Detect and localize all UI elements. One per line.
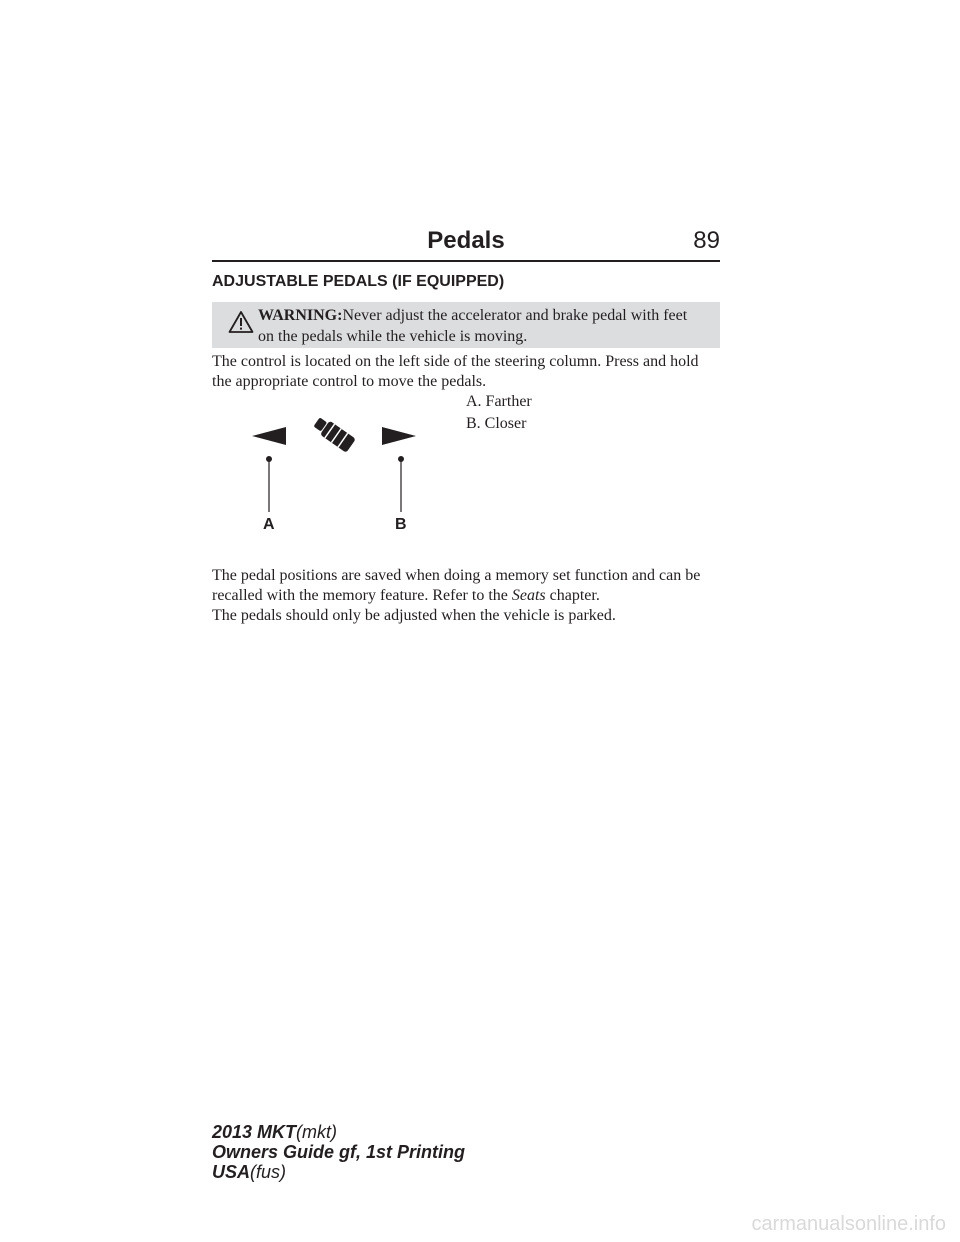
footer-market: USA bbox=[212, 1162, 251, 1182]
footer-line-3 bbox=[212, 1162, 286, 1182]
chapter-title: Pedals bbox=[427, 227, 505, 254]
callout-a-label: A bbox=[263, 516, 275, 533]
watermark: carmanualsonline.info bbox=[751, 1213, 946, 1235]
warning-message: Never adjust the accelerator and brake pedal with feet on the pedals while the vehicle is moving. bbox=[258, 307, 688, 345]
seats-reference: Seats bbox=[511, 587, 546, 604]
legend-b: B. Closer bbox=[466, 415, 527, 432]
footer-market-code: (fus) bbox=[250, 1162, 287, 1182]
left-arrow-icon bbox=[252, 427, 286, 445]
parked-paragraph: The pedals should only be adjusted when the vehicle is parked. bbox=[212, 607, 616, 624]
footer-guide: Owners Guide gf, 1st Printing bbox=[212, 1142, 466, 1162]
section-heading: ADJUSTABLE PEDALS (IF EQUIPPED) bbox=[212, 273, 505, 290]
pedal-control-figure bbox=[250, 416, 422, 536]
callout-b-label: B bbox=[395, 516, 407, 533]
memory-paragraph bbox=[212, 566, 722, 606]
pedal-icon bbox=[312, 416, 356, 453]
control-location-paragraph: The control is located on the left side of the steering column. Press and hold the appropriate control to move the pedals. bbox=[212, 353, 699, 390]
warning-text bbox=[258, 305, 698, 347]
memory-text-end: chapter. bbox=[545, 587, 600, 604]
footer-line-1 bbox=[212, 1122, 337, 1142]
page-number: 89 bbox=[693, 227, 720, 254]
page-header bbox=[212, 226, 720, 262]
memory-text: The pedal positions are saved when doing a memory set function and can be recalled with the memory feature. Refer to the bbox=[212, 567, 701, 604]
footer-model-code: (mkt) bbox=[296, 1122, 338, 1142]
header-rule bbox=[212, 260, 720, 262]
warning-box bbox=[212, 302, 720, 348]
warning-triangle-icon bbox=[228, 310, 254, 334]
footer-line-2 bbox=[212, 1142, 465, 1162]
warning-label: WARNING: bbox=[258, 307, 343, 324]
legend-a: A. Farther bbox=[466, 393, 532, 410]
footer-model: 2013 MKT bbox=[212, 1122, 297, 1142]
right-arrow-icon bbox=[382, 427, 416, 445]
